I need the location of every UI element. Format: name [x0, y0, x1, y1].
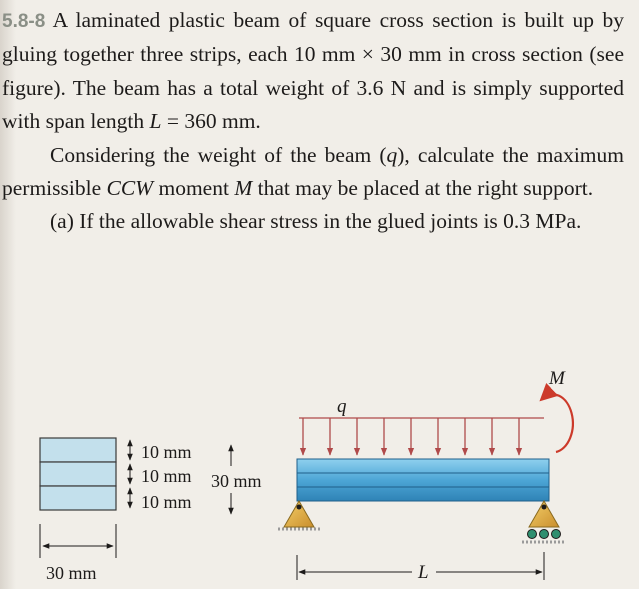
p2-text-c: moment	[153, 176, 235, 201]
problem-number: 5.8-8	[2, 11, 46, 32]
p1-text-b: = 360 mm.	[161, 109, 261, 134]
ccw-symbol: CCW	[106, 176, 154, 201]
distributed-load	[299, 396, 544, 455]
pin-icon	[297, 505, 302, 510]
moment-label: M	[549, 368, 565, 389]
p2-text-d: that may be placed at the right support.	[252, 176, 594, 201]
strip-label-2: 10 mm	[141, 466, 192, 486]
beam-body	[297, 459, 549, 501]
moment-symbol: M	[234, 176, 253, 201]
applied-moment	[542, 368, 573, 452]
beam	[297, 459, 549, 501]
load-label: q	[337, 396, 347, 417]
span-symbol: L	[149, 109, 162, 134]
width-label: 30 mm	[46, 563, 97, 583]
span-dimension	[297, 552, 544, 583]
problem-paragraph-3: (a) If the allowable shear stress in the glued joints is 0.3 MPa.	[50, 209, 582, 234]
load-symbol: q	[386, 142, 398, 167]
ccw-moment-arrow	[542, 394, 573, 452]
strip-middle	[40, 462, 116, 486]
strip-label-3: 10 mm	[141, 492, 192, 512]
pin-icon	[542, 505, 547, 510]
roller-icon	[540, 530, 549, 539]
roller-icon	[552, 530, 561, 539]
height-label: 30 mm	[211, 471, 262, 491]
strip-bottom	[40, 486, 116, 510]
left-support	[278, 501, 320, 529]
strip-label-1: 10 mm	[141, 442, 192, 462]
roller-icon	[528, 530, 537, 539]
span-label: L	[418, 562, 429, 583]
right-support	[522, 501, 566, 542]
p2-text-b: ), calculate the maximum permissible	[2, 142, 624, 201]
strip-top	[40, 438, 116, 462]
p1-text-a: A laminated plastic beam of square cross section is built up by gluing together three strips, each 10 mm × 30 mm in cross section (see figure). The beam has a total weight of 3.6 N and is simply supported with span length	[2, 8, 624, 134]
p2-text-a: Considering the weight of the beam (	[50, 142, 387, 167]
cross-section	[40, 438, 262, 583]
